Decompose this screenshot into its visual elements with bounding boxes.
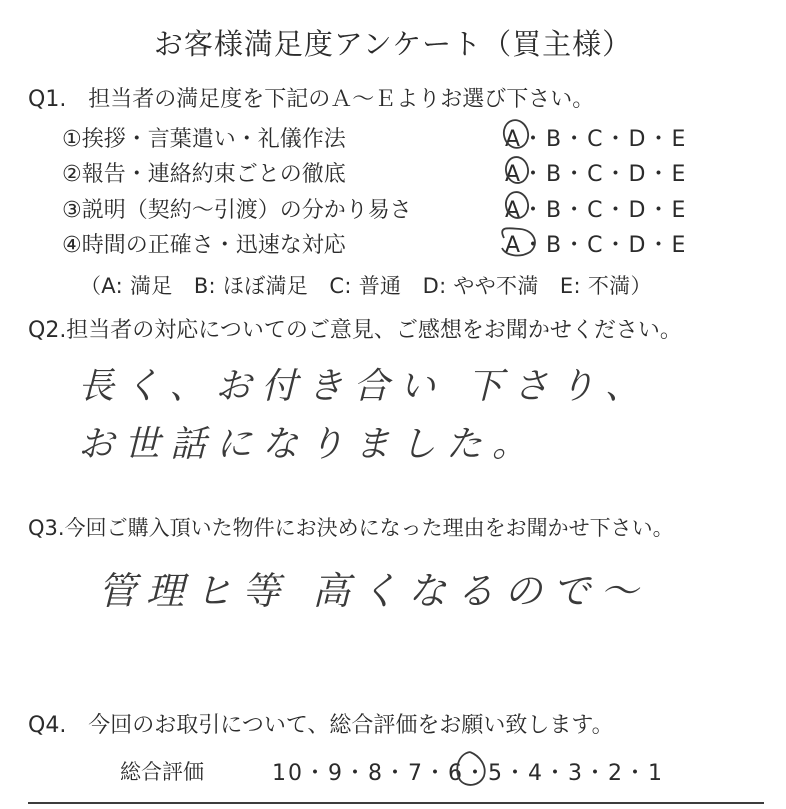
q3-question: Q3.今回ご購入頂いた物件にお決めになった理由をお聞かせ下さい。 <box>28 516 674 540</box>
q1-item-greeting-scale: A・B・C・D・E <box>505 127 688 152</box>
q1-question: Q1. 担当者の満足度を下記のＡ～Ｅよりお選び下さい。 <box>28 87 595 112</box>
q1-item-timeliness-scale: A・B・C・D・E <box>505 233 688 258</box>
q1-item-timeliness: ④時間の正確さ・迅速な対応 <box>62 233 346 258</box>
q2-answer-line-1: 長く、お付き合い 下さり、 <box>78 366 651 407</box>
overall-rating-scale: 10・9・8・7・6・5・4・3・2・1 <box>272 761 664 786</box>
survey-title: お客様満足度アンケート（買主様） <box>153 27 633 61</box>
q2-question: Q2.担当者の対応についてのご意見、ご感想をお聞かせください。 <box>28 318 682 343</box>
q3-answer: 管理ヒ等 高くなるので〜 <box>98 569 649 613</box>
q1-item-reporting: ②報告・連絡約束ごとの徹底 <box>62 162 346 187</box>
overall-rating-label: 総合評価 <box>120 760 204 784</box>
q1-item-greeting: ①挨拶・言葉遣い・礼儀作法 <box>62 127 346 152</box>
q1-item-reporting-scale: A・B・C・D・E <box>505 162 688 187</box>
q1-legend: （A: 満足 B: ほぼ満足 C: 普通 D: やや不満 E: 不満） <box>80 274 652 298</box>
bottom-divider <box>28 802 764 804</box>
q1-item-explanation-scale: A・B・C・D・E <box>505 198 688 223</box>
q4-question: Q4. 今回のお取引について、総合評価をお願い致します。 <box>28 713 614 738</box>
q2-answer-line-2: お世話になりました。 <box>78 424 539 465</box>
q1-item-explanation: ③説明（契約～引渡）の分かり易さ <box>62 198 412 223</box>
